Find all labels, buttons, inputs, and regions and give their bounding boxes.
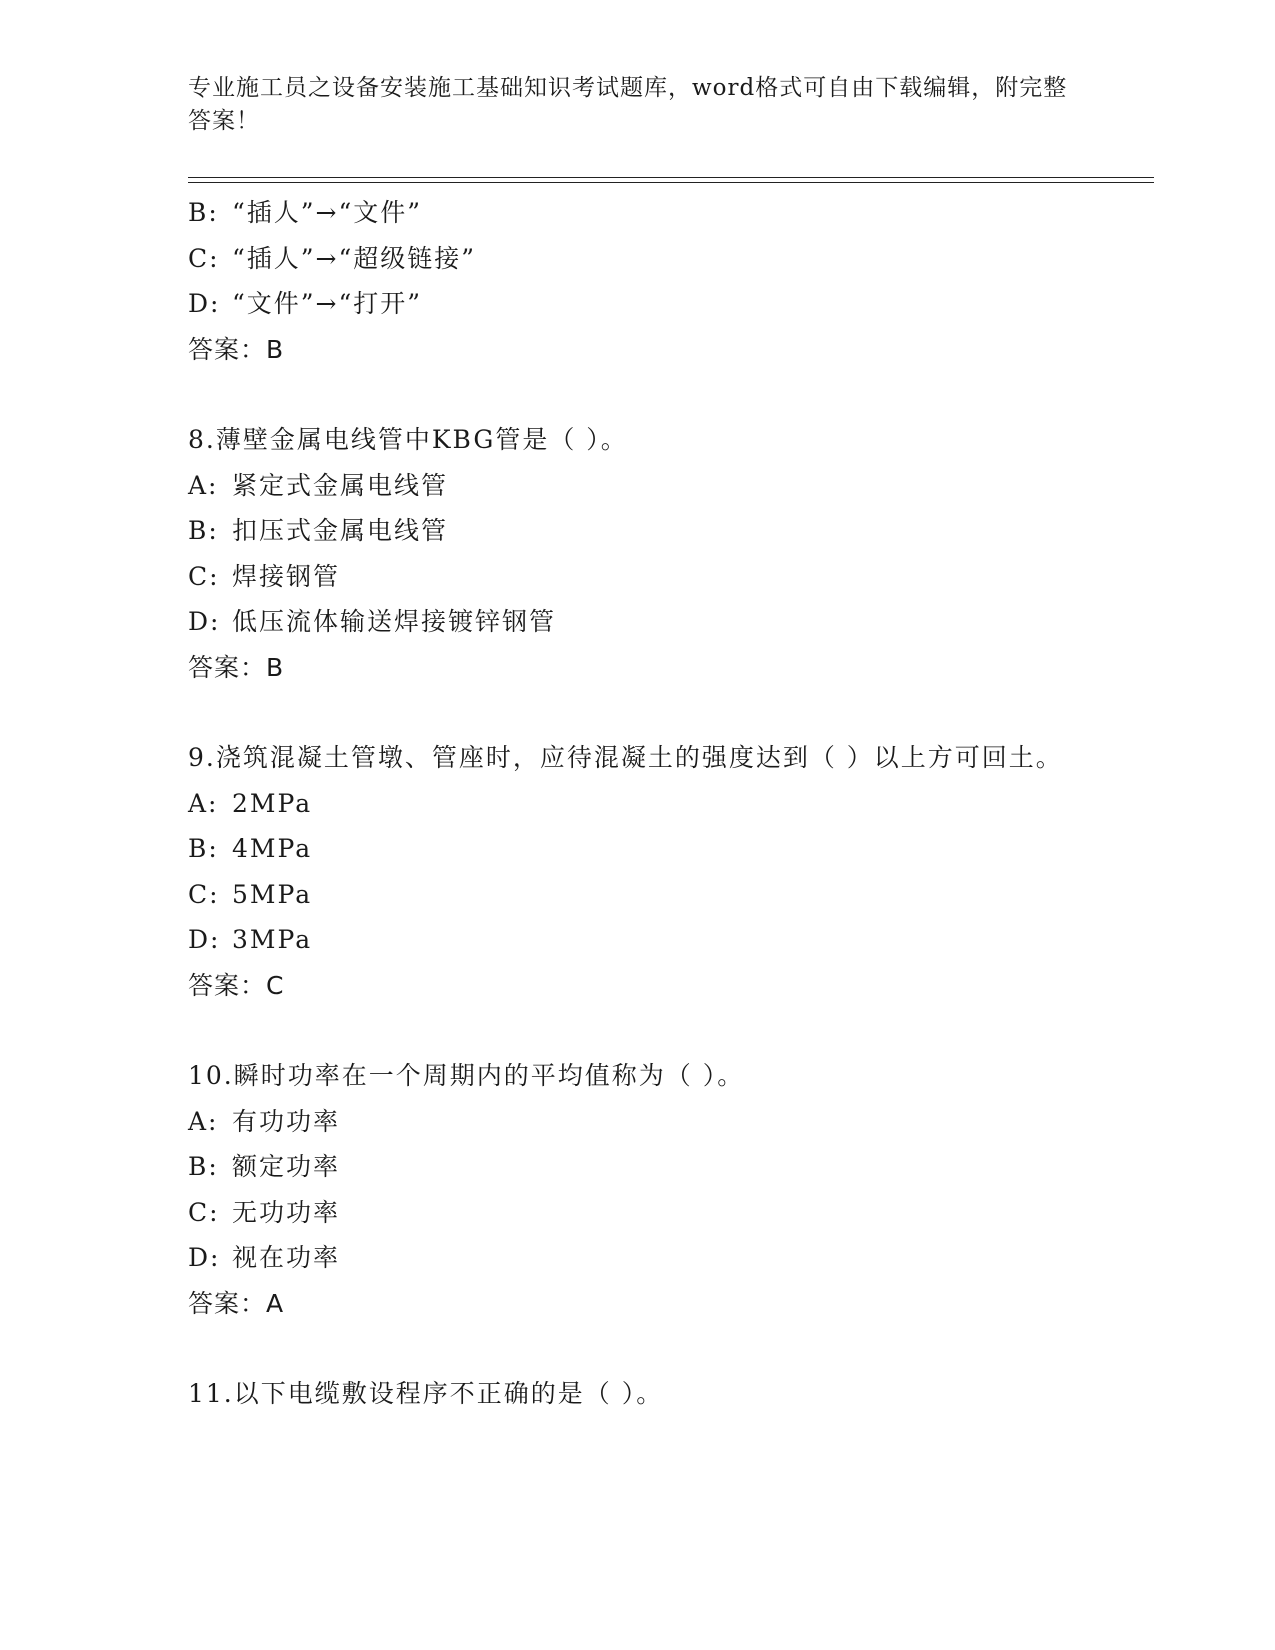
option-text: 额定功率: [232, 1152, 341, 1181]
option-text: 焊接钢管: [232, 561, 341, 591]
option-text: “文件”→“打开”: [232, 289, 423, 318]
option-text: “插人”→“超级链接”: [232, 243, 477, 273]
option-b: [188, 1144, 1088, 1190]
option-c: [188, 872, 1088, 918]
option-letter: C:: [188, 561, 220, 591]
option-text: 5MPa: [232, 879, 313, 909]
header-rule-bottom: [188, 182, 1154, 183]
option-letter: D:: [188, 607, 221, 636]
document-body: [188, 190, 1088, 1417]
option-a: [188, 463, 1088, 509]
option-b: [188, 508, 1088, 554]
option-c: [188, 1190, 1088, 1236]
option-c: [188, 554, 1088, 600]
option-text: 视在功率: [232, 1243, 341, 1272]
option-letter: B:: [188, 516, 219, 545]
option-text: 有功功率: [232, 1106, 341, 1136]
option-text: 3MPa: [232, 925, 313, 954]
header-rule-top: [188, 177, 1154, 178]
option-letter: D:: [188, 1243, 221, 1272]
question-11: [188, 1371, 1088, 1417]
option-a: [188, 1099, 1088, 1145]
option-d: [188, 281, 1088, 327]
question-stem: 10.瞬时功率在一个周期内的平均值称为（ ）。: [188, 1061, 745, 1090]
option-letter: B:: [188, 834, 219, 863]
option-text: 低压流体输送焊接镀锌钢管: [232, 607, 557, 636]
option-text: 无功功率: [232, 1197, 341, 1227]
option-text: 扣压式金属电线管: [232, 516, 449, 545]
option-b: [188, 190, 1088, 236]
question-8: [188, 417, 1088, 690]
answer-line: 答案：B: [188, 652, 285, 682]
answer-line: 答案：A: [188, 1288, 285, 1318]
option-d: [188, 599, 1088, 645]
answer-line: 答案：C: [188, 970, 285, 1000]
option-text: 4MPa: [232, 834, 313, 863]
question-stem: 8.薄壁金属电线管中KBG管是（ ）。: [188, 425, 628, 454]
option-a: [188, 781, 1088, 827]
option-letter: B:: [188, 1152, 219, 1181]
option-text: 2MPa: [232, 788, 313, 818]
question-stem: 11.以下电缆敷设程序不正确的是（ ）。: [188, 1379, 664, 1408]
option-d: [188, 1235, 1088, 1281]
option-d: [188, 917, 1088, 963]
option-c: [188, 236, 1088, 282]
option-text: 紧定式金属电线管: [232, 470, 449, 500]
option-letter: A:: [188, 788, 219, 818]
option-letter: A:: [188, 470, 219, 500]
option-text: “插人”→“文件”: [232, 198, 423, 227]
question-10: [188, 1053, 1088, 1326]
option-b: [188, 826, 1088, 872]
option-letter: D:: [188, 289, 221, 318]
prev-question-block: [188, 190, 1088, 372]
option-letter: C:: [188, 879, 220, 909]
question-stem: 9.浇筑混凝土管墩、管座时，应待混凝土的强度达到（ ）以上方可回土。: [188, 743, 1063, 772]
answer-line: 答案：B: [188, 334, 285, 364]
option-letter: A:: [188, 1106, 219, 1136]
document-header: 专业施工员之设备安装施工基础知识考试题库，word格式可自由下载编辑，附完整答案！: [188, 75, 1068, 134]
question-9: [188, 735, 1088, 1008]
option-letter: D:: [188, 925, 221, 954]
option-letter: C:: [188, 243, 220, 273]
option-letter: B:: [188, 198, 219, 227]
option-letter: C:: [188, 1197, 220, 1227]
